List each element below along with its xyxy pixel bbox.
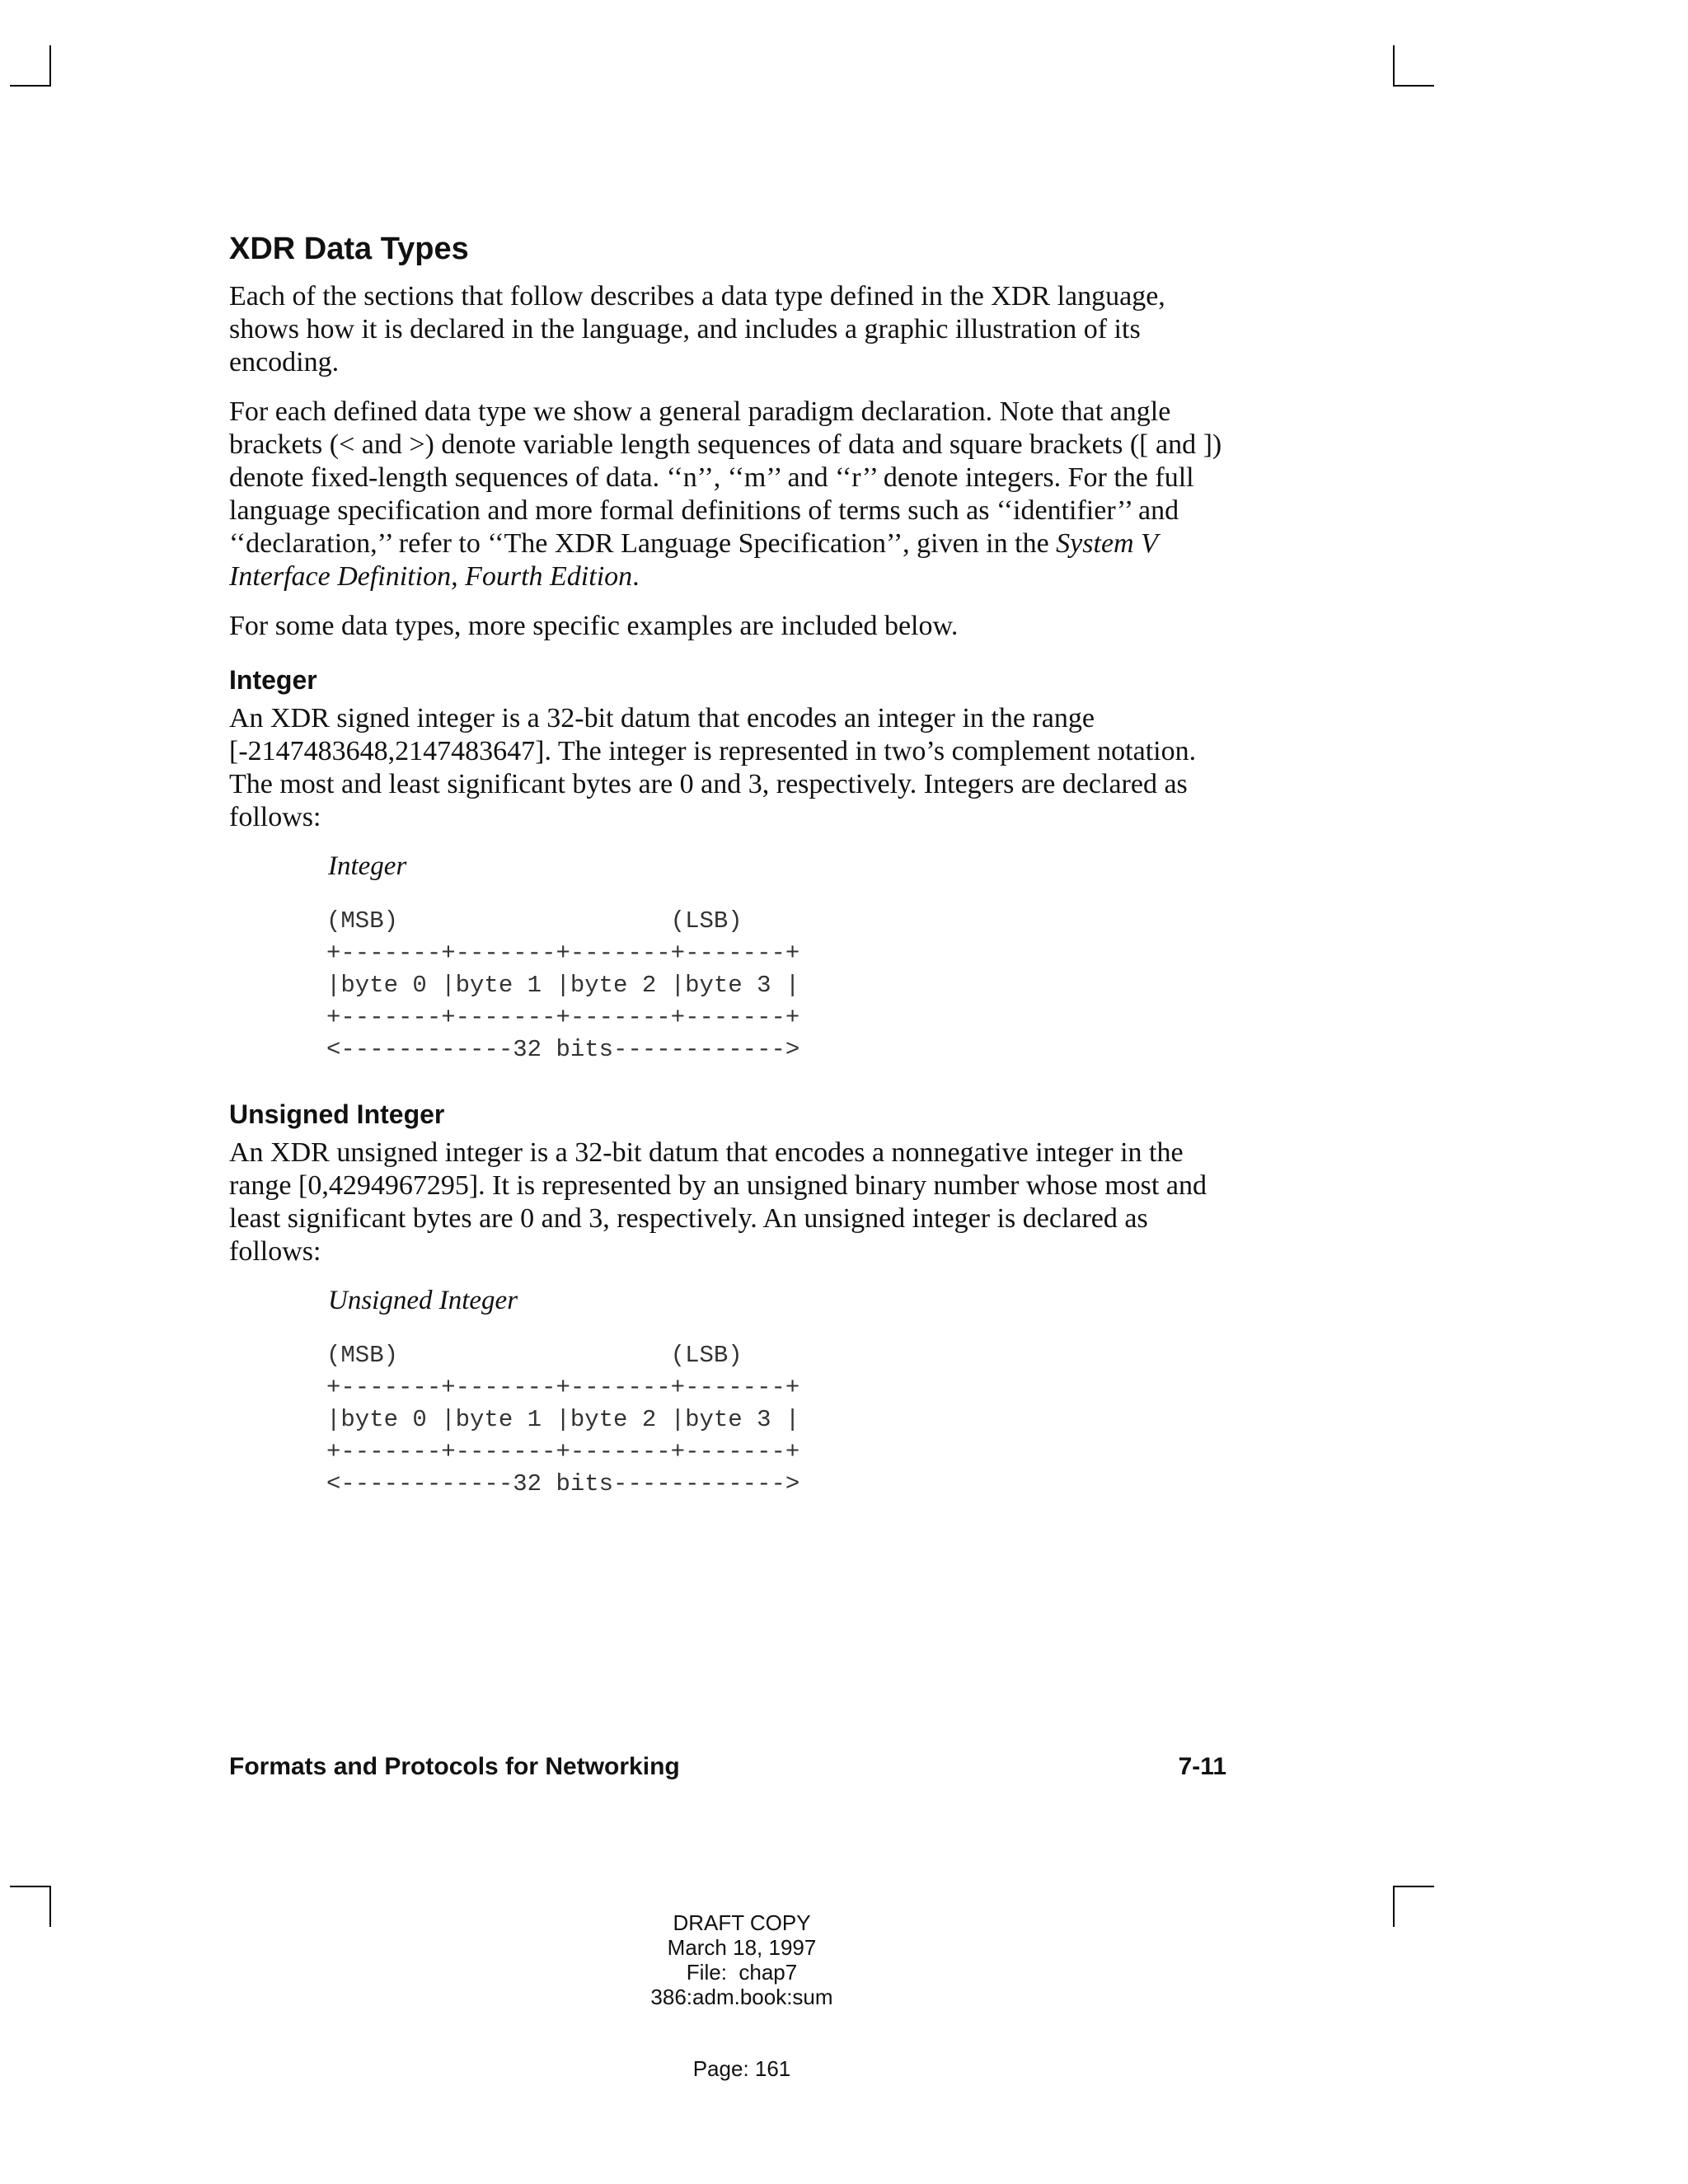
text-run: . <box>632 560 640 592</box>
text-run: For some data types, more specific examples are included below. <box>229 610 959 641</box>
crop-mark-top-right <box>1393 45 1434 87</box>
subsection-text-integer: An XDR signed integer is a 32-bit datum that encodes an integer in the range [-2147483648,2147483647]. The integer is represented in two’s complement notation. The most and least significant bytes are 0 and 3, respectively. Integers are declared as follows: <box>229 702 1197 832</box>
figure-title-integer: Integer <box>328 851 407 881</box>
draft-page-number: Page: 161 <box>692 2056 791 2081</box>
crop-mark-top-left <box>10 45 51 87</box>
draft-line: File: chap7 <box>686 1960 798 1985</box>
intro-paragraph-2 <box>229 396 1226 593</box>
crop-mark-bottom-right <box>1393 1886 1434 1927</box>
text-run-italic: System V Interface Definition, Fourth Edition <box>229 527 1158 592</box>
subsection-text-unsigned-integer: An XDR unsigned integer is a 32-bit datum that encodes a nonnegative integer in the range [0,4294967295]. It is represented by an unsigned binary number whose most and least significant bytes are 0 and 3, respectively. An unsigned integer is declared as follows: <box>229 1137 1207 1267</box>
subsection-heading-integer: Integer <box>229 664 317 695</box>
text-run: For each defined data type we show a general paradigm declaration. Note that angle brackets (< and >) denote variable length sequences of data and square brackets ([ and ]) denote fixed-length sequences of data. ‘‘n’’, ‘‘m’’ and ‘‘r’’ denote integers. For the full language specification and more formal definitions of terms such as ‘‘identifier’’ and ‘‘declaration,’’ refer to ‘‘The XDR Language Specification’’, given in the <box>229 396 1222 559</box>
subsection-heading-unsigned-integer: Unsigned Integer <box>229 1099 445 1129</box>
integer-encoding-diagram: (MSB) (LSB) +-------+-------+-------+-------+ |byte 0 |byte 1 |byte 2 |byte 3 | +-------+-------+-------+-------+ <------------32 bits------------> <box>326 907 800 1063</box>
footer-page-number: 7-11 <box>1178 1753 1226 1780</box>
unsigned-integer-encoding-diagram: (MSB) (LSB) +-------+-------+-------+-------+ |byte 0 |byte 1 |byte 2 |byte 3 | +-------+-------+-------+-------+ <------------32 bits------------> <box>326 1341 800 1497</box>
crop-mark-bottom-left <box>10 1886 51 1927</box>
draft-line: March 18, 1997 <box>667 1935 817 1960</box>
draft-stamp <box>577 1910 907 2009</box>
page-content <box>229 231 1226 1533</box>
figure-title-unsigned-integer: Unsigned Integer <box>328 1285 518 1315</box>
page-footer <box>229 1753 1226 1781</box>
intro-paragraph-1 <box>229 280 1226 379</box>
footer-book-title: Formats and Protocols for Networking <box>229 1753 680 1780</box>
draft-line: DRAFT COPY <box>673 1910 811 1935</box>
draft-line: 386:adm.book:sum <box>650 1985 833 2009</box>
text-run: Each of the sections that follow describes a data type defined in the XDR language, shows how it is declared in the language, and includes a graphic illustration of its encoding. <box>229 280 1165 377</box>
section-title: XDR Data Types <box>229 232 469 266</box>
intro-paragraph-3 <box>229 610 1226 643</box>
